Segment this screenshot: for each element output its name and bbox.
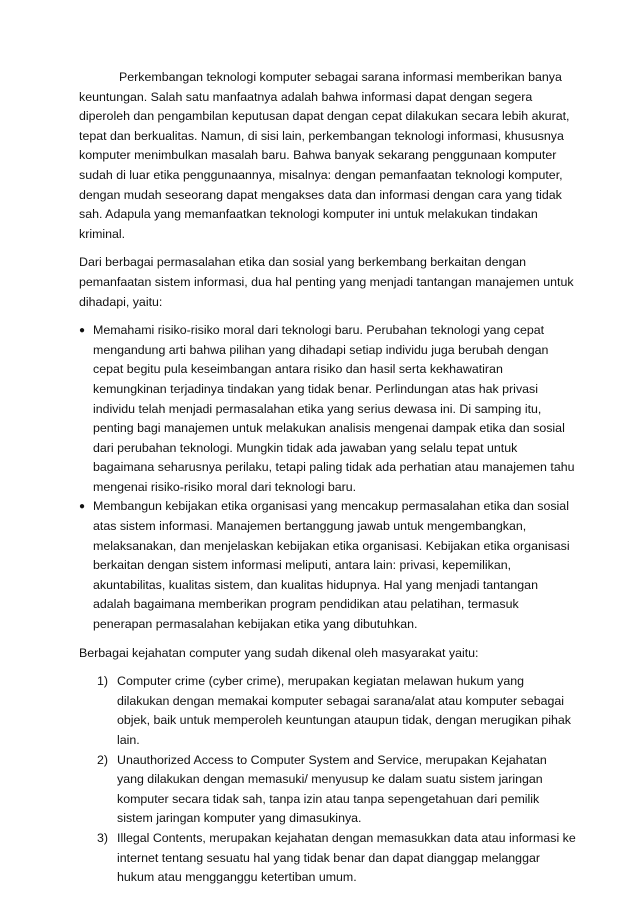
list-number: 1)	[97, 674, 109, 689]
challenges-intro-paragraph: Dari berbagai permasalahan etika dan sosial yang berkembang berkaitan dengan pemanfaatan sistem informasi, dua hal penting yang menjadi tantangan manajemen untuk dihadapi, yaitu:	[79, 255, 574, 309]
list-item	[97, 751, 576, 829]
list-item	[79, 321, 576, 497]
crime-text: Computer crime (cyber crime), merupakan kegiatan melawan hukum yang dilakukan dengan memakai komputer sebagai sarana/alat atau komputer sebagai objek, baik untuk memperoleh keuntungan ataupun tidak, dengan merugikan pihak lain.	[117, 674, 571, 747]
challenge-text: Memahami risiko-risiko moral dari teknologi baru. Perubahan teknologi yang cepat mengandung arti bahwa pilihan yang dihadapi setiap individu juga berubah dengan cepat begitu pula keseimbangan antara risiko dan hasil serta kekhawatiran kemungkinan terjadinya tindakan yang tidak benar. Perlindungan atas hak privasi individu telah menjadi permasalahan etika yang serius dewasa ini. Di samping itu, penting bagi manajemen untuk melakukan analisis mengenai dampak etika dan sosial dari perubahan teknologi. Mungkin tidak ada jawaban yang selalu tepat untuk bagaimana seharusnya perilaku, tetapi paling tidak ada perhatian atau manajemen tahu mengenai risiko-risiko moral dari teknologi baru.	[93, 323, 575, 494]
crimes-list	[79, 672, 576, 888]
list-number: 2)	[97, 752, 109, 767]
crimes-intro-paragraph: Berbagai kejahatan computer yang sudah dikenal oleh masyarakat yaitu:	[79, 645, 479, 660]
list-item	[79, 497, 576, 634]
challenges-list	[79, 321, 576, 635]
crime-text: Illegal Contents, merupakan kejahatan dengan memasukkan data atau informasi ke internet tentang sesuatu hal yang tidak benar dan dapat dianggap melanggar hukum atau mengganggu ketertiban umum.	[117, 830, 576, 885]
list-item	[97, 829, 576, 888]
crime-text: Unauthorized Access to Computer System and Service, merupakan Kejahatan yang dilakukan dengan memasuki/ menyusup ke dalam suatu sistem jaringan komputer secara tidak sah, tanpa izin atau tanpa sepengetahuan dari pemilik sistem jaringan komputer yang dimasukinya.	[117, 752, 547, 826]
challenge-text: Membangun kebijakan etika organisasi yang mencakup permasalahan etika dan sosial atas sistem informasi. Manajemen bertanggung jawab untuk mengembangkan, melaksanakan, dan menjelaskan kebijakan etika organisasi. Kebijakan etika organisasi berkaitan dengan sistem informasi meliputi, antara lain: privasi, kepemilikan, akuntabilitas, kualitas sistem, dan kualitas hidupnya. Hal yang menjadi tantangan adalah bagaimana memberikan program pendidikan atau pelatihan, termasuk penerapan permasalahan kebijakan etika yang dibutuhkan.	[93, 499, 570, 632]
list-number: 3)	[97, 830, 109, 845]
bullet-icon: ●	[79, 501, 86, 513]
bullet-icon: ●	[79, 325, 86, 337]
list-item	[97, 672, 576, 750]
intro-paragraph: Perkembangan teknologi komputer sebagai sarana informasi memberikan banya keuntungan. Salah satu manfaatnya adalah bahwa informasi dapat dengan segera diperoleh dan pengambilan keputusan dapat dengan cepat dilakukan secara lebih akurat, tepat dan berkualitas. Namun, di sisi lain, perkembangan teknologi informasi, khususnya komputer menimbulkan masalah baru. Bahwa banyak sekarang penggunaan komputer sudah di luar etika penggunaannya, misalnya: dengan pemanfaatan teknologi komputer, dengan mudah seseorang dapat mengakses data dan informasi dengan cara yang tidak sah. Adapula yang memanfaatkan teknologi komputer ini untuk melakukan tindakan kriminal.	[79, 70, 570, 241]
